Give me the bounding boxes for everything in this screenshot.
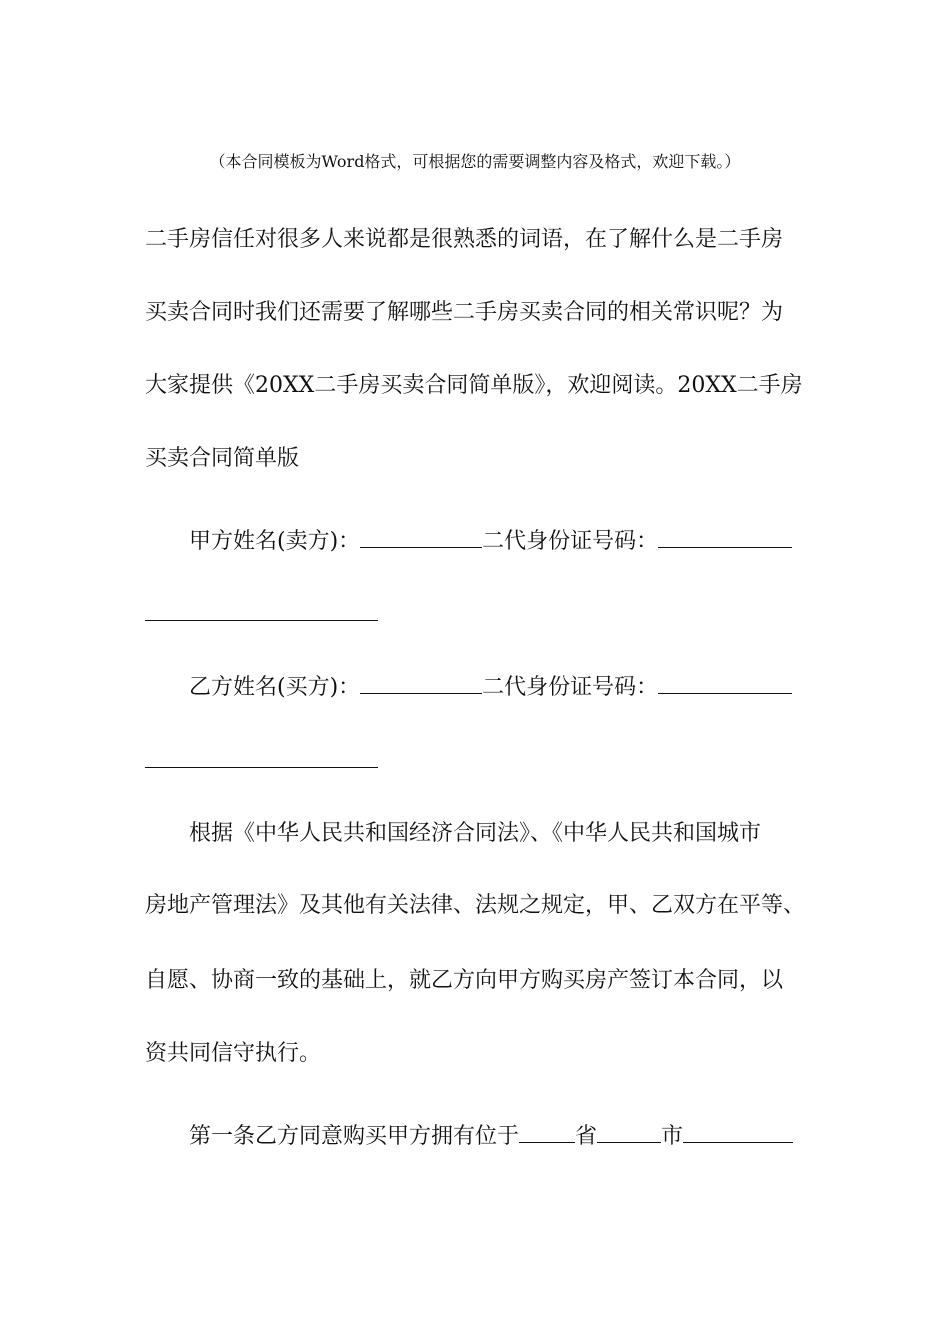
province-blank[interactable] [519, 1122, 575, 1143]
party-b-name-blank[interactable] [360, 673, 482, 694]
city-blank[interactable] [597, 1122, 661, 1143]
city-label: 市 [661, 1124, 684, 1149]
party-b-name-label: 乙方姓名(买方)： [189, 675, 361, 700]
basis-line-4: 资共同信守执行。 [145, 1041, 322, 1066]
party-b-id-label: 二代身份证号码： [482, 675, 659, 700]
basis-line-1: 根据《中华人民共和国经济合同法》、《中华人民共和国城市 [189, 821, 762, 846]
party-a-id-label: 二代身份证号码： [482, 529, 659, 554]
party-a-id-blank-continued[interactable] [145, 620, 378, 621]
intro-line-4: 买卖合同简单版 [145, 446, 300, 471]
party-a-id-blank[interactable] [658, 527, 792, 548]
basis-line-2: 房地产管理法》及其他有关法律、法规之规定，甲、乙双方在平等、 [145, 893, 806, 918]
intro-line-1: 二手房信任对很多人来说都是很熟悉的词语，在了解什么是二手房 [145, 227, 784, 252]
article-1-row [189, 1122, 793, 1152]
article-1-prefix: 第一条乙方同意购买甲方拥有位于 [189, 1124, 520, 1149]
party-a-row [189, 527, 792, 557]
intro-line-2: 买卖合同时我们还需要了解哪些二手房买卖合同的相关常识呢？为 [145, 300, 784, 325]
template-note: （本合同模板为Word格式，可根据您的需要调整内容及格式，欢迎下载。） [209, 152, 741, 171]
district-blank[interactable] [683, 1122, 793, 1143]
party-b-row [189, 673, 792, 703]
basis-line-3: 自愿、协商一致的基础上，就乙方向甲方购买房产签订本合同，以 [145, 968, 784, 993]
party-b-id-blank-continued[interactable] [145, 767, 378, 768]
party-b-id-blank[interactable] [658, 673, 792, 694]
party-a-name-blank[interactable] [360, 527, 482, 548]
province-label: 省 [575, 1124, 598, 1149]
party-a-name-label: 甲方姓名(卖方)： [189, 529, 361, 554]
intro-line-3: 大家提供《20XX二手房买卖合同简单版》，欢迎阅读。20XX二手房 [145, 373, 803, 398]
